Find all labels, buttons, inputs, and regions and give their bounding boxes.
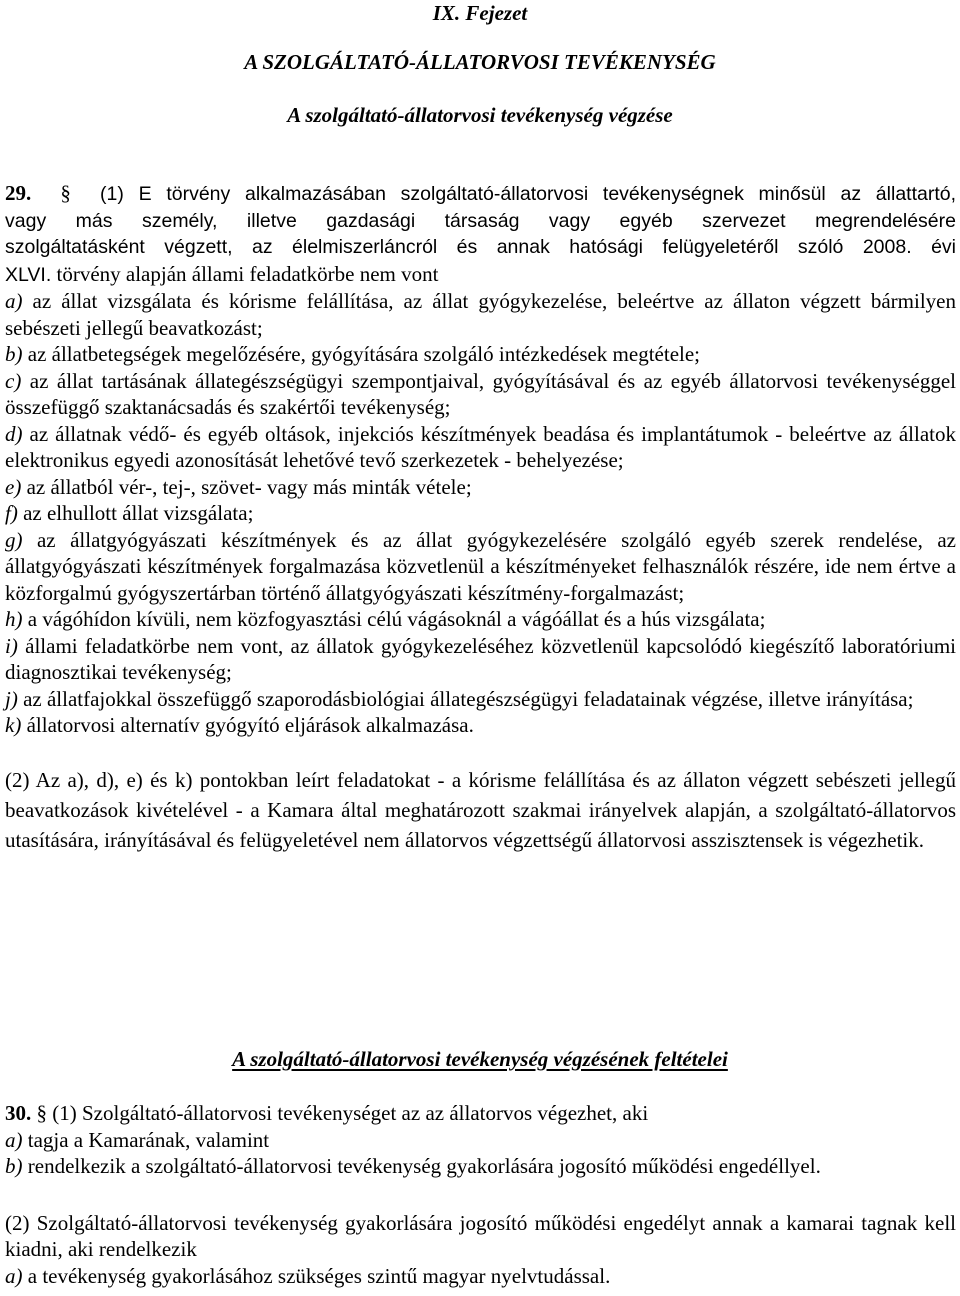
item-text: az állatfajokkal összefüggő szaporodásbiológiai állategészségügyi feladatainak végzése, illetve irányítása; [17, 686, 914, 711]
item-text: az állatnak védő- és egyéb oltások, injekciós készítmények beadása és implantátumok - beleértve az állatok elektronikus egyedi azonosítását lehetővé tevő szerkezetek - behelyezése; [5, 421, 956, 472]
item-letter: a) [5, 1127, 23, 1152]
paragraph-symbol: § [36, 1101, 47, 1125]
list-item [5, 633, 956, 686]
item-letter: b) [5, 342, 23, 366]
item-letter: i) [5, 633, 18, 658]
item-text: tagja a Kamarának, valamint [22, 1127, 270, 1152]
item-text: a vágóhídon kívüli, nem közfogyasztási célú vágásoknál a vágóállat és a hús vizsgálata; [22, 607, 766, 631]
item-text: rendelkezik a szolgáltató-állatorvosi tevékenység gyakorlására jogosító működési engedéllyel. [22, 1154, 821, 1178]
list-item [5, 288, 956, 341]
item-text: az elhullott állat vizsgálata; [17, 501, 254, 525]
item-text: állami feladatkörbe nem vont, az állatok gyógykezeléséhez közvetlenül kapcsolódó kiegészítő laboratóriumi diagnosztikai tevékenység; [5, 633, 956, 684]
paragraph-symbol: § [60, 181, 71, 205]
chapter-heading: IX. Fejezet [432, 1, 528, 25]
item-text: a tevékenység gyakorlásához szükséges szintű magyar nyelvtudással. [22, 1263, 611, 1288]
list-item [5, 500, 956, 527]
item-letter: b) [5, 1154, 23, 1178]
chapter-title: A SZOLGÁLTATÓ-ÁLLATORVOSI TEVÉKENYSÉG [244, 50, 716, 74]
list-item [5, 1153, 956, 1180]
section-subtitle: A szolgáltató-állatorvosi tevékenység végzése [287, 103, 673, 127]
section-30 [5, 1100, 956, 1289]
section-30-intro [5, 1100, 956, 1127]
item-letter: j) [5, 686, 18, 711]
item-text: az állat tartásának állategészségügyi szempontjaival, gyógyításával és az egyéb állatorvosi tevékenységgel összefüggő szaktanácsadás és szakértői tevékenység; [5, 368, 956, 419]
item-letter: a) [5, 1263, 23, 1288]
item-letter: c) [5, 368, 22, 393]
item-text: állatorvosi alternatív gyógyító eljárások alkalmazása. [21, 713, 474, 737]
list-item [5, 341, 956, 368]
item-letter: k) [5, 713, 22, 737]
item-letter: e) [5, 474, 22, 499]
item-letter: a) [5, 289, 23, 313]
intro-text: (1) E törvény alkalmazásában szolgáltató-állatorvosi tevékenységnek minősül az állattartó, [100, 183, 957, 205]
item-letter: f) [5, 501, 18, 525]
section-29-intro-line-2: vagy más személy, illetve gazdasági társaság vagy egyéb szervezet megrendelésére [5, 209, 956, 232]
list-item [5, 1127, 956, 1154]
section-29-intro-line-4 [5, 261, 956, 289]
item-letter: h) [5, 607, 23, 631]
list-item [5, 421, 956, 474]
item-text: az állatból vér-, tej-, szövet- vagy más minták vétele; [21, 474, 472, 499]
list-item [5, 474, 956, 501]
list-item [5, 1263, 956, 1290]
item-text: az állat vizsgálata és kórisme felállítása, az állat gyógykezelése, beleértve az állaton végzett bármilyen sebészeti jellegű beavatkozást; [5, 289, 956, 340]
section-29 [5, 180, 956, 855]
list-item [5, 712, 956, 739]
list-item [5, 368, 956, 421]
section-number: 30. [5, 1101, 32, 1125]
section-29-intro-line-1 [5, 180, 956, 208]
item-text: az állatgyógyászati készítmények és az állat gyógykezelésére szolgáló egyéb szerek rendelése, az állatgyógyászati készítmények forgalmazása közvetlenül a készítményeket felhasználók részére, ide nem értve a közforgalmú gyógyszertárban történő állatgyógyászati készítmény-forgalmazást; [5, 527, 956, 605]
intro-text-law: XLVI. [5, 263, 52, 286]
list-item [5, 606, 956, 633]
list-item [5, 527, 956, 607]
intro-text: (1) Szolgáltató-állatorvosi tevékenységet az az állatorvos végezhet, aki [47, 1101, 649, 1125]
section-29-intro-line-3: szolgáltatásként végzett, az élelmiszerláncról és annak hatósági felügyeletéről szóló 2008. évi [5, 236, 956, 258]
list-item [5, 686, 956, 713]
conditions-heading: A szolgáltató-állatorvosi tevékenység végzésének feltételei [232, 1047, 728, 1071]
item-text: az állatbetegségek megelőzésére, gyógyítására szolgáló intézkedések megtétele; [22, 342, 701, 366]
item-letter: d) [5, 421, 23, 446]
item-letter: g) [5, 527, 23, 552]
section-29-paragraph-2: (2) Az a), d), e) és k) pontokban leírt feladatokat - a kórisme felállítása és az állaton végzett sebészeti jellegű beavatkozások kivételével - a Kamara által meghatározott szakmai irányelvek alapján, a szolgáltató-állatorvos utasítására, irányításával és felügyeletével nem állatorvos végzettségű állatorvosi asszisztensek is végezhetik. [5, 767, 956, 852]
intro-text-rest: törvény alapján állami feladatkörbe nem vont [51, 261, 439, 286]
section-number: 29. [5, 181, 32, 205]
section-30-paragraph-2: (2) Szolgáltató-állatorvosi tevékenység gyakorlására jogosító működési engedélyt annak a kamarai tagnak kell kiadni, aki rendelkezik [5, 1210, 956, 1261]
